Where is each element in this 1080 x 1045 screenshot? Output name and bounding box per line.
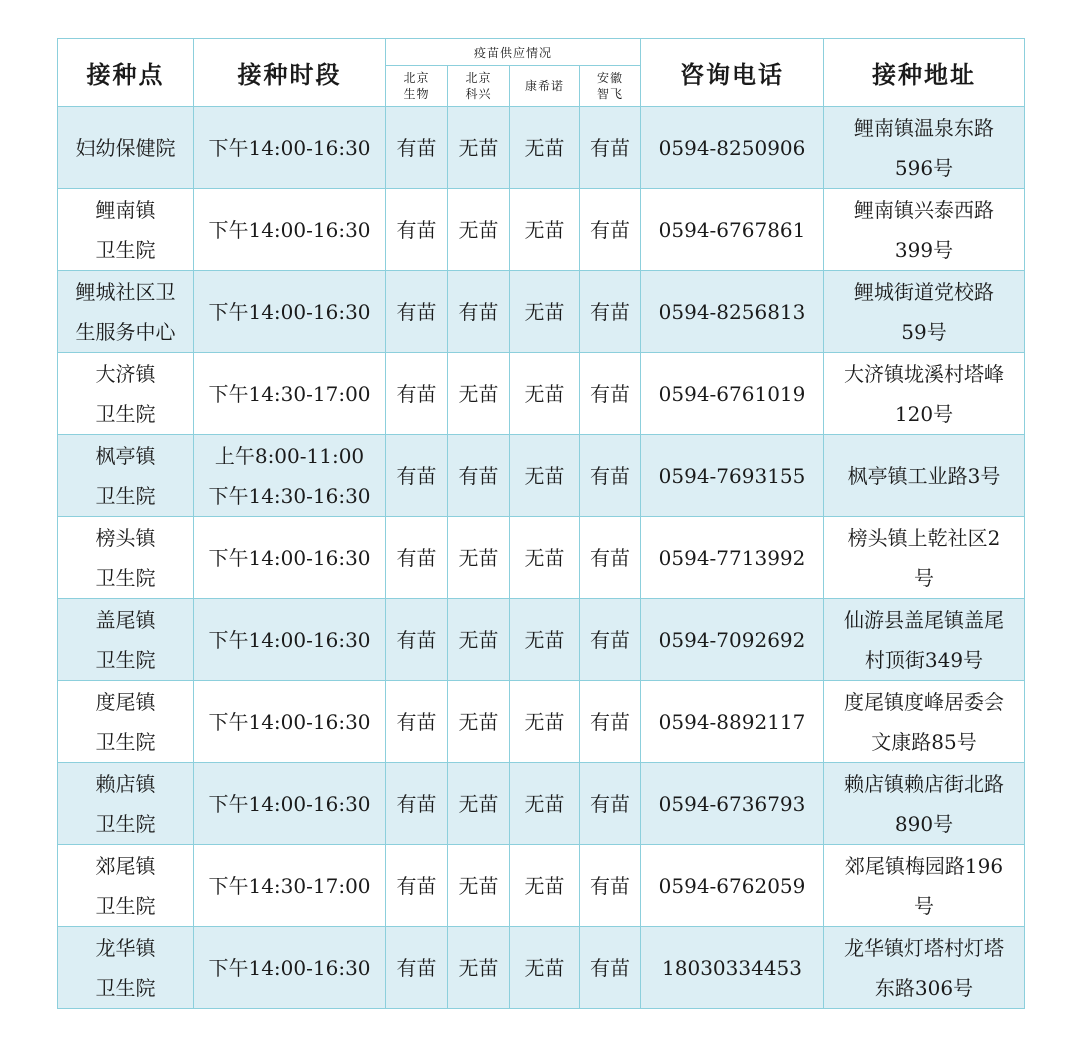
time-cell-line: 下午14:00-16:30 [208, 135, 371, 160]
site-cell-line: 大济镇 [95, 361, 156, 386]
address-cell-line: 龙华镇灯塔村灯塔 [844, 935, 1005, 960]
time-cell [194, 107, 386, 189]
supply-beijing-bio-cell: 有苗 [386, 189, 448, 271]
vaccination-sites-table [57, 38, 1025, 1009]
site-cell [58, 681, 194, 763]
phone-cell: 18030334453 [641, 927, 824, 1009]
time-cell [194, 927, 386, 1009]
time-cell-line: 下午14:00-16:30 [208, 545, 371, 570]
supply-sinovac-cell: 无苗 [448, 189, 510, 271]
vendor-line: 科兴 [465, 87, 492, 101]
address-cell [824, 271, 1025, 353]
phone-cell: 0594-8892117 [641, 681, 824, 763]
supply-cansino-cell: 无苗 [510, 353, 580, 435]
table-row [58, 599, 1025, 681]
site-cell-line: 生服务中心 [75, 319, 176, 344]
supply-sinovac-cell: 有苗 [448, 271, 510, 353]
time-cell [194, 845, 386, 927]
supply-sinovac-cell: 无苗 [448, 681, 510, 763]
supply-zhifei-cell: 有苗 [580, 599, 641, 681]
address-cell [824, 681, 1025, 763]
supply-zhifei-cell: 有苗 [580, 271, 641, 353]
supply-beijing-bio-cell: 有苗 [386, 599, 448, 681]
address-cell-line: 鲤南镇兴泰西路 [854, 197, 995, 222]
table-row [58, 107, 1025, 189]
table-row [58, 353, 1025, 435]
supply-beijing-bio-cell: 有苗 [386, 763, 448, 845]
supply-zhifei-cell: 有苗 [580, 107, 641, 189]
site-cell [58, 435, 194, 517]
address-cell [824, 927, 1025, 1009]
supply-cansino-cell: 无苗 [510, 271, 580, 353]
header-vendor-zhifei [580, 66, 641, 107]
site-cell-line: 枫亭镇 [95, 443, 156, 468]
supply-cansino-cell: 无苗 [510, 107, 580, 189]
supply-cansino-cell: 无苗 [510, 763, 580, 845]
header-vendor-cansino [510, 66, 580, 107]
supply-sinovac-cell: 无苗 [448, 517, 510, 599]
site-cell-line: 卫生院 [95, 975, 156, 1000]
site-cell-line: 卫生院 [95, 565, 156, 590]
time-cell-line: 下午14:00-16:30 [208, 627, 371, 652]
address-cell-line: 度尾镇度峰居委会 [844, 689, 1005, 714]
table-row [58, 189, 1025, 271]
site-cell-line: 妇幼保健院 [75, 135, 176, 160]
vendor-line: 智飞 [597, 87, 624, 101]
supply-zhifei-cell: 有苗 [580, 189, 641, 271]
table-row [58, 927, 1025, 1009]
header-address: 接种地址 [824, 39, 1025, 107]
supply-zhifei-cell: 有苗 [580, 763, 641, 845]
supply-beijing-bio-cell: 有苗 [386, 681, 448, 763]
address-cell [824, 435, 1025, 517]
time-cell [194, 353, 386, 435]
phone-cell: 0594-7713992 [641, 517, 824, 599]
time-cell-line: 下午14:00-16:30 [208, 299, 371, 324]
supply-zhifei-cell: 有苗 [580, 927, 641, 1009]
supply-sinovac-cell: 无苗 [448, 763, 510, 845]
address-cell-line: 枫亭镇工业路3号 [847, 463, 1001, 488]
table-row [58, 271, 1025, 353]
vendor-line: 生物 [403, 87, 430, 101]
site-cell [58, 845, 194, 927]
time-cell [194, 763, 386, 845]
address-cell-line: 东路306号 [874, 975, 974, 1000]
address-cell [824, 763, 1025, 845]
address-cell-line: 村顶街349号 [864, 647, 984, 672]
phone-cell: 0594-6736793 [641, 763, 824, 845]
time-cell [194, 435, 386, 517]
site-cell-line: 度尾镇 [95, 689, 156, 714]
vendor-line: 北京 [403, 71, 430, 85]
supply-cansino-cell: 无苗 [510, 845, 580, 927]
supply-zhifei-cell: 有苗 [580, 517, 641, 599]
supply-sinovac-cell: 无苗 [448, 353, 510, 435]
table-body [58, 107, 1025, 1009]
time-cell [194, 271, 386, 353]
phone-cell: 0594-7092692 [641, 599, 824, 681]
site-cell [58, 353, 194, 435]
supply-zhifei-cell: 有苗 [580, 353, 641, 435]
supply-beijing-bio-cell: 有苗 [386, 845, 448, 927]
phone-cell: 0594-8256813 [641, 271, 824, 353]
time-cell [194, 681, 386, 763]
phone-cell: 0594-6767861 [641, 189, 824, 271]
vendor-line: 康希诺 [524, 79, 564, 93]
address-cell-line: 郊尾镇梅园路196 [844, 853, 1004, 878]
site-cell [58, 517, 194, 599]
address-cell-line: 鲤城街道党校路 [854, 279, 995, 304]
site-cell-line: 鲤城社区卫 [75, 279, 176, 304]
address-cell-line: 号 [914, 893, 935, 918]
site-cell [58, 189, 194, 271]
table-row [58, 517, 1025, 599]
site-cell-line: 卫生院 [95, 647, 156, 672]
address-cell-line: 大济镇垅溪村塔峰 [844, 361, 1005, 386]
time-cell-line: 上午8:00-11:00 [214, 443, 365, 468]
table-row [58, 845, 1025, 927]
site-cell-line: 赖店镇 [95, 771, 156, 796]
supply-beijing-bio-cell: 有苗 [386, 107, 448, 189]
header-supply: 疫苗供应情况 [386, 39, 641, 66]
supply-beijing-bio-cell: 有苗 [386, 353, 448, 435]
site-cell [58, 271, 194, 353]
site-cell-line: 卫生院 [95, 729, 156, 754]
phone-cell: 0594-8250906 [641, 107, 824, 189]
table-row [58, 435, 1025, 517]
vendor-line: 安徽 [597, 71, 624, 85]
supply-sinovac-cell: 无苗 [448, 107, 510, 189]
address-cell [824, 517, 1025, 599]
site-cell-line: 卫生院 [95, 811, 156, 836]
supply-zhifei-cell: 有苗 [580, 845, 641, 927]
time-cell-line: 下午14:30-17:00 [208, 873, 371, 898]
site-cell [58, 599, 194, 681]
time-cell-line: 下午14:30-17:00 [208, 381, 371, 406]
supply-beijing-bio-cell: 有苗 [386, 271, 448, 353]
site-cell [58, 107, 194, 189]
site-cell-line: 榜头镇 [95, 525, 156, 550]
address-cell-line: 榜头镇上乾社区2 [847, 525, 1001, 550]
supply-beijing-bio-cell: 有苗 [386, 517, 448, 599]
supply-sinovac-cell: 无苗 [448, 927, 510, 1009]
header-phone: 咨询电话 [641, 39, 824, 107]
address-cell-line: 399号 [894, 237, 954, 262]
time-cell [194, 517, 386, 599]
phone-cell: 0594-7693155 [641, 435, 824, 517]
site-cell-line: 盖尾镇 [95, 607, 156, 632]
site-cell [58, 763, 194, 845]
site-cell-line: 龙华镇 [95, 935, 156, 960]
site-cell-line: 卫生院 [95, 401, 156, 426]
site-cell-line: 鲤南镇 [95, 197, 156, 222]
address-cell-line: 鲤南镇温泉东路 [854, 115, 995, 140]
table-row [58, 681, 1025, 763]
vendor-line: 北京 [465, 71, 492, 85]
address-cell [824, 845, 1025, 927]
time-cell [194, 599, 386, 681]
supply-zhifei-cell: 有苗 [580, 435, 641, 517]
address-cell-line: 120号 [894, 401, 954, 426]
address-cell-line: 890号 [894, 811, 954, 836]
supply-sinovac-cell: 无苗 [448, 599, 510, 681]
supply-cansino-cell: 无苗 [510, 189, 580, 271]
supply-beijing-bio-cell: 有苗 [386, 435, 448, 517]
header-site: 接种点 [58, 39, 194, 107]
address-cell [824, 599, 1025, 681]
supply-cansino-cell: 无苗 [510, 517, 580, 599]
supply-sinovac-cell: 无苗 [448, 845, 510, 927]
time-cell-line: 下午14:30-16:30 [208, 483, 371, 508]
header-vendor-sinovac [448, 66, 510, 107]
address-cell-line: 文康路85号 [871, 729, 977, 754]
table-row [58, 763, 1025, 845]
address-cell [824, 353, 1025, 435]
supply-sinovac-cell: 有苗 [448, 435, 510, 517]
supply-beijing-bio-cell: 有苗 [386, 927, 448, 1009]
address-cell-line: 仙游县盖尾镇盖尾 [844, 607, 1005, 632]
supply-cansino-cell: 无苗 [510, 599, 580, 681]
site-cell [58, 927, 194, 1009]
address-cell-line: 号 [914, 565, 935, 590]
supply-cansino-cell: 无苗 [510, 435, 580, 517]
phone-cell: 0594-6762059 [641, 845, 824, 927]
address-cell [824, 189, 1025, 271]
site-cell-line: 卫生院 [95, 483, 156, 508]
site-cell-line: 卫生院 [95, 237, 156, 262]
supply-cansino-cell: 无苗 [510, 927, 580, 1009]
phone-cell: 0594-6761019 [641, 353, 824, 435]
address-cell-line: 596号 [894, 155, 954, 180]
site-cell-line: 郊尾镇 [95, 853, 156, 878]
header-time: 接种时段 [194, 39, 386, 107]
address-cell-line: 赖店镇赖店街北路 [844, 771, 1005, 796]
address-cell-line: 59号 [901, 319, 947, 344]
time-cell-line: 下午14:00-16:30 [208, 955, 371, 980]
time-cell-line: 下午14:00-16:30 [208, 709, 371, 734]
supply-cansino-cell: 无苗 [510, 681, 580, 763]
time-cell-line: 下午14:00-16:30 [208, 217, 371, 242]
time-cell [194, 189, 386, 271]
header-vendor-beijing-bio [386, 66, 448, 107]
supply-zhifei-cell: 有苗 [580, 681, 641, 763]
site-cell-line: 卫生院 [95, 893, 156, 918]
time-cell-line: 下午14:00-16:30 [208, 791, 371, 816]
address-cell [824, 107, 1025, 189]
